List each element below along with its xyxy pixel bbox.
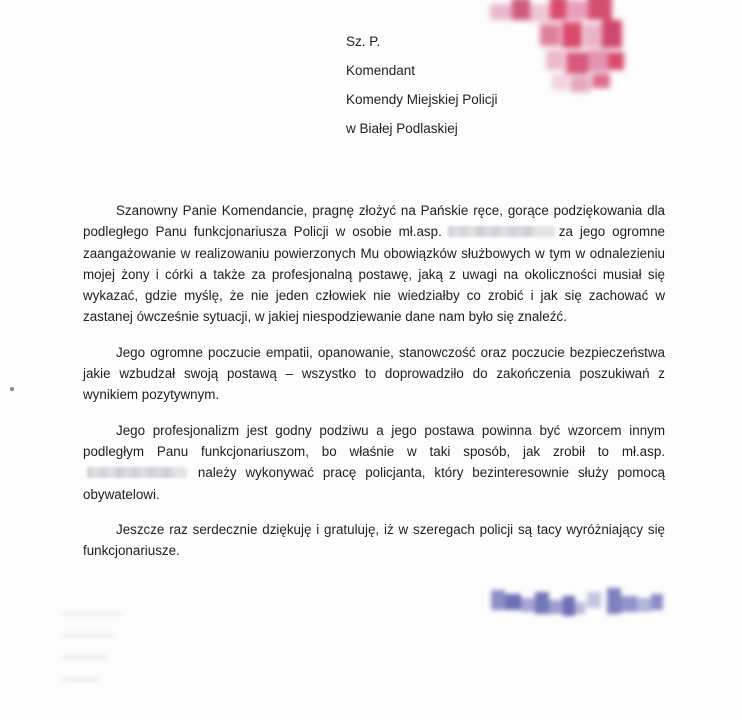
addressee-block [346,27,498,143]
stamp-icon [480,0,630,114]
paragraph-3-part-b: należy wykonywać pracę policjanta, który bezinteresownie służy pomocą obywatelowi. [83,465,665,502]
addressee-institution: Komendy Miejskiej Policji [346,92,498,107]
paragraph-3 [83,420,665,505]
paragraph-1-part-a: Szanowny Panie Komendancie, pragnę złożyć na Pańskie ręce, gorące podziękowania dla podległego Panu funkcjonariusza Policji w osobie mł.asp. [83,203,665,240]
redacted-name [448,226,555,237]
addressee-city: w Białej Podlaskiej [346,121,458,136]
paragraph-2: Jego ogromne poczucie empatii, opanowanie, stanowczość oraz poczucie bezpieczeństwa jakie wzbudzał swoją postawą – wszystko to doprowadziło do zakończenia poszukiwań z wynikiem pozytywnym. [83,344,665,403]
paragraph-3-part-a: Jego profesjonalizm jest godny podziwu a jego postawa powinna być wzorcem innym podległym Panu funkcjonariuszom, bo właśnie w taki sposób, jak zrobił to mł.asp. [83,422,665,459]
signature-icon [487,578,667,620]
addressee-title: Komendant [346,63,416,78]
letter-body [83,200,665,575]
redacted-name [87,467,187,478]
addressee-salutation: Sz. P. [346,34,381,49]
faint-marks [62,612,132,712]
paragraph-1 [83,200,665,328]
paragraph-1-part-b: za jego ogromne zaangażowanie w realizowaniu powierzonych Mu obowiązków służbowych w tym w odnalezieniu mojej żony i córki a także za profesjonalną postawę, jaką z uwagi na okoliczności musiał się wykazać, gdzie myślę, że nie jeden człowiek nie wiedziałby co zrobić i jak się zachować w zastanej ówcześnie sytuacji, w jakiej niespodziewanie dane nam było się znaleźć. [83,224,665,325]
margin-dot [10,387,14,391]
paragraph-4: Jeszcze raz serdecznie dziękuję i gratuluję, iż w szeregach policji są tacy wyróżniający się funkcjonariusze. [83,521,665,559]
